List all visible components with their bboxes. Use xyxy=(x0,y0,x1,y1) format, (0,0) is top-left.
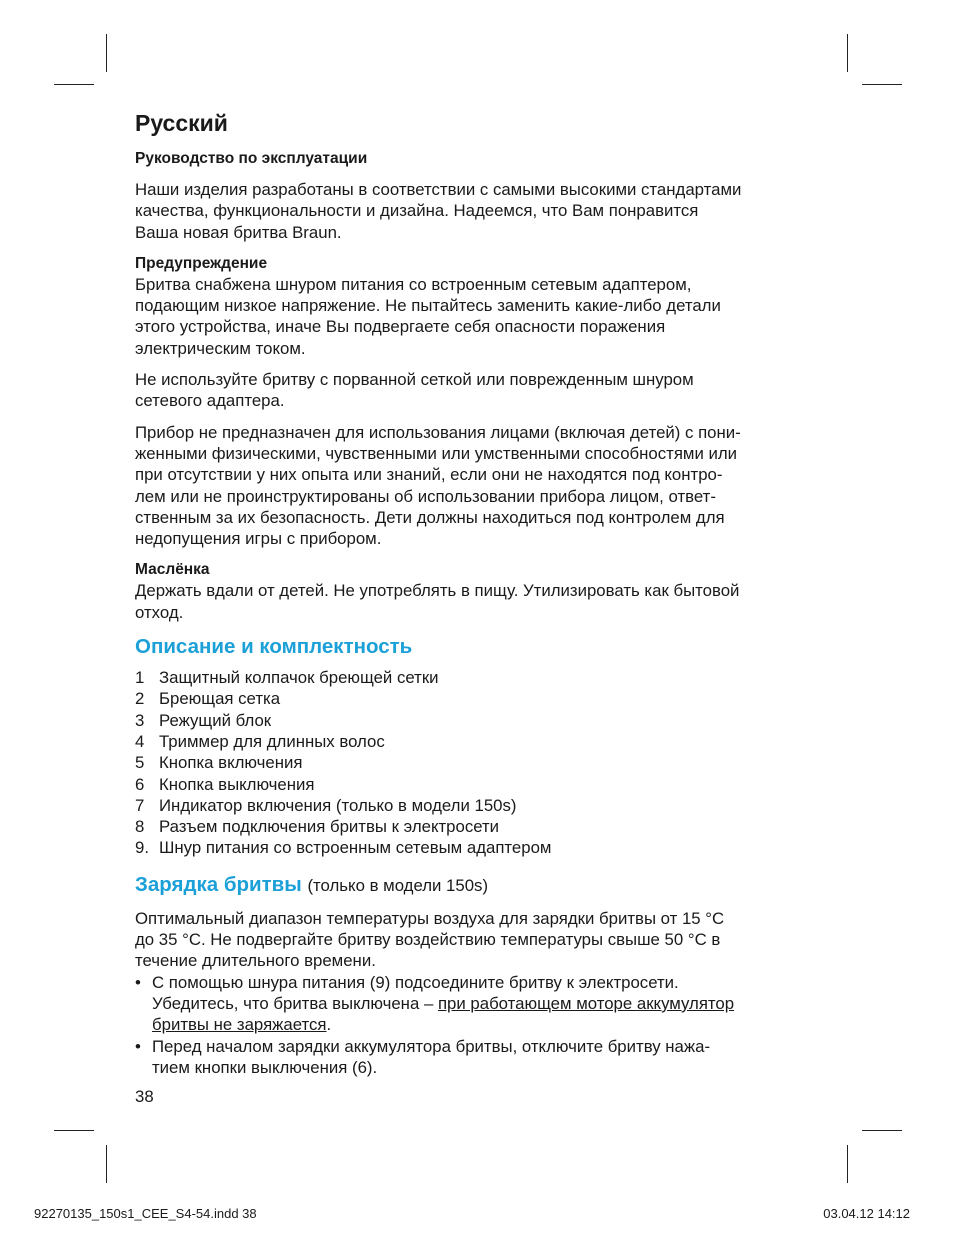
text-line: этого устройства, иначе Вы подвергаете себя опасности поражения xyxy=(135,317,666,337)
underlined-text: при работающем моторе аккумулятор xyxy=(437,993,735,1013)
text-line: Бритва снабжена шнуром питания со встроенным сетевым адаптером, xyxy=(135,274,692,294)
item-text: Индикатор включения (только в модели 150s) xyxy=(159,795,517,815)
item-number: 6 xyxy=(135,774,145,794)
list-item xyxy=(135,752,825,773)
item-text: Бреющая сетка xyxy=(159,689,281,709)
crop-mark xyxy=(862,1130,902,1131)
slug-file: 92270135_150s1_CEE_S4-54.indd 38 xyxy=(34,1206,257,1221)
text-line: течение длительного времени. xyxy=(135,951,376,971)
list-item xyxy=(135,688,825,709)
charging-intro xyxy=(135,908,825,972)
text-line: Прибор не предназначен для использования лицами (включая детей) с пони- xyxy=(135,422,741,442)
text-line: . xyxy=(326,1015,332,1035)
text-line: при отсутствии у них опыта или знаний, если они не находятся под контро- xyxy=(135,465,723,485)
list-item xyxy=(135,795,825,816)
list-item xyxy=(135,774,825,795)
item-number: 4 xyxy=(135,731,145,751)
oiler-title: Маслёнка xyxy=(135,561,210,579)
item-number: 3 xyxy=(135,710,145,730)
item-number: 8 xyxy=(135,817,145,837)
crop-mark xyxy=(847,34,848,72)
charging-title-text: Зарядка бритвы xyxy=(135,872,302,896)
item-text: Триммер для длинных волос xyxy=(159,731,385,751)
item-number: 1 xyxy=(135,668,145,688)
text-line: Наши изделия разработаны в соответствии с самыми высокими стандартами xyxy=(135,180,742,199)
warning-paragraph-3 xyxy=(135,422,825,550)
text-line: Ваша новая бритва Braun. xyxy=(135,222,342,242)
text-line: ственным за их безопасность. Дети должны находиться под контролем для xyxy=(135,507,725,527)
item-number: 2 xyxy=(135,689,145,709)
list-item xyxy=(135,837,825,858)
crop-mark xyxy=(847,1145,848,1183)
text-line: Держать вдали от детей. Не употреблять в пищу. Утилизировать как бытовой xyxy=(135,581,740,601)
text-line: до 35 °C. Не подвергайте бритву воздействию температуры свыше 50 °C в xyxy=(135,930,721,950)
page-title: Русский xyxy=(135,110,228,136)
crop-mark xyxy=(54,84,94,85)
page-number: 38 xyxy=(135,1087,154,1107)
item-text: Защитный колпачок бреющей сетки xyxy=(159,668,439,688)
text-line: лем или не проинструктированы об использовании прибора лицом, ответ- xyxy=(135,486,716,506)
item-text: Кнопка выключения xyxy=(159,774,315,794)
item-text xyxy=(152,972,734,1036)
text-line: Не используйте бритву с порванной сеткой или поврежденным шнуром xyxy=(135,370,694,390)
manual-title: Руководство по эксплуатации xyxy=(135,150,368,167)
list-item xyxy=(135,710,825,731)
text-line: сетевого адаптера. xyxy=(135,391,285,411)
list-item xyxy=(135,1036,825,1079)
item-text: Режущий блок xyxy=(159,710,272,730)
list-item xyxy=(135,731,825,752)
item-number: 5 xyxy=(135,753,145,773)
item-text: Шнур питания со встроенным сетевым адаптером xyxy=(159,838,552,858)
text-line: Убедитесь, что бритва выключена – xyxy=(152,993,438,1013)
warning-paragraph-2 xyxy=(135,369,825,412)
warning-title: Предупреждение xyxy=(135,254,268,272)
text-line: электрическим током. xyxy=(135,338,306,358)
list-item xyxy=(135,972,825,1036)
list-item xyxy=(135,667,825,688)
crop-mark xyxy=(862,84,902,85)
text-line: тием кнопки выключения (6). xyxy=(152,1057,378,1077)
crop-mark xyxy=(54,1130,94,1131)
item-text: Разъем подключения бритвы к электросети xyxy=(159,817,500,837)
text-line: женными физическими, чувственными или умственными способностями или xyxy=(135,443,738,463)
warning-paragraph-1 xyxy=(135,274,825,359)
text-line: подающим низкое напряжение. Не пытайтесь заменить какие-либо детали xyxy=(135,296,721,316)
text-line: С помощью шнура питания (9) подсоедините бритву к электросети. xyxy=(152,972,679,992)
bullet-icon: • xyxy=(135,972,141,992)
charging-title xyxy=(135,871,825,900)
text-line: качества, функциональности и дизайна. Надеемся, что Вам понравится xyxy=(135,201,699,221)
page-content xyxy=(135,108,825,1107)
item-text: Кнопка включения xyxy=(159,753,303,773)
text-line: отход. xyxy=(135,602,184,622)
bullet-icon: • xyxy=(135,1036,141,1056)
underlined-text: бритвы не заряжается xyxy=(152,1015,327,1035)
item-text xyxy=(152,1036,710,1079)
text-line: недопущения игры с прибором. xyxy=(135,529,382,549)
list-item xyxy=(135,816,825,837)
oiler-paragraph xyxy=(135,580,825,623)
charging-note: (только в модели 150s) xyxy=(307,875,489,895)
crop-mark xyxy=(106,1145,107,1183)
crop-mark xyxy=(106,34,107,72)
text-line: Оптимальный диапазон температуры воздуха для зарядки бритвы от 15 °C xyxy=(135,908,725,928)
parts-list xyxy=(135,667,825,859)
slug-date: 03.04.12 14:12 xyxy=(823,1206,910,1221)
text-line: Перед началом зарядки аккумулятора бритвы, отключите бритву нажа- xyxy=(152,1036,711,1056)
charging-steps xyxy=(135,972,825,1078)
intro-paragraph xyxy=(135,179,825,243)
description-title: Описание и комплектность xyxy=(135,635,413,659)
item-number: 9. xyxy=(135,838,149,858)
item-number: 7 xyxy=(135,795,145,815)
